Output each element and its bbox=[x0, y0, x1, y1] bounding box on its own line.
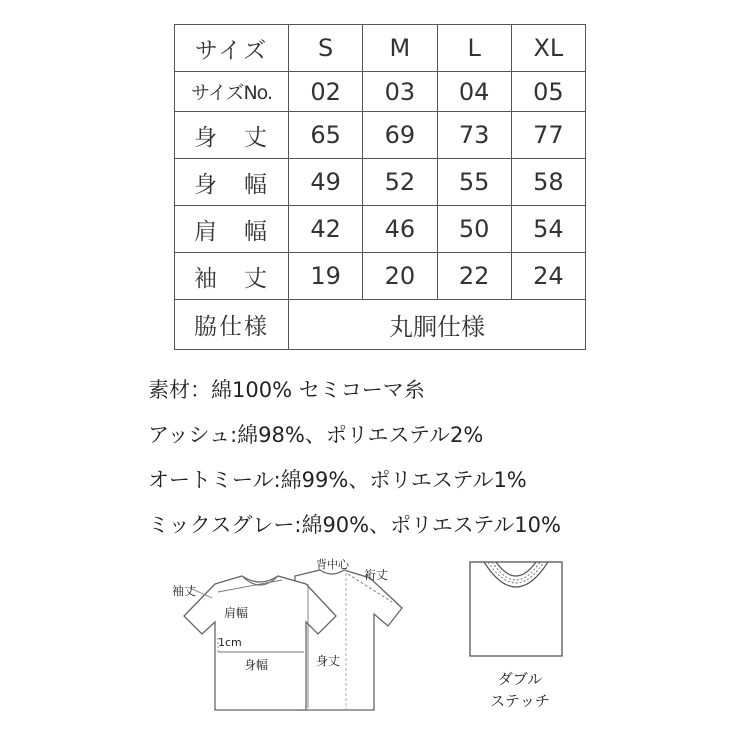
label-length: 身丈 bbox=[316, 654, 341, 668]
table-cell: 58 bbox=[511, 159, 585, 206]
table-cell: 65 bbox=[289, 112, 363, 159]
table-cell: 69 bbox=[363, 112, 437, 159]
table-row bbox=[175, 112, 586, 159]
table-cell: 19 bbox=[289, 253, 363, 300]
table-cell: 20 bbox=[363, 253, 437, 300]
row-label: 身 丈 bbox=[175, 112, 289, 159]
table-row bbox=[175, 72, 586, 112]
table-cell: 77 bbox=[511, 112, 585, 159]
stitch-label-line: ステッチ bbox=[490, 692, 550, 710]
table-cell: 52 bbox=[363, 159, 437, 206]
row-label: 脇仕様 bbox=[175, 300, 289, 350]
table-header-row bbox=[175, 25, 586, 72]
table-cell: 49 bbox=[289, 159, 363, 206]
note-line: アッシュ:綿98%、ポリエステル2% bbox=[148, 423, 484, 447]
table-cell: 73 bbox=[437, 112, 511, 159]
stitch-label-line: ダブル bbox=[497, 670, 543, 688]
row-label: 袖 丈 bbox=[175, 253, 289, 300]
header-cell: XL bbox=[511, 25, 585, 72]
size-table bbox=[174, 24, 586, 350]
label-1cm: 1cm bbox=[218, 636, 242, 649]
note-line: ミックスグレー:綿90%、ポリエステル10% bbox=[148, 513, 561, 537]
label-width: 身幅 bbox=[244, 658, 269, 672]
label-sleeve: 袖丈 bbox=[172, 584, 197, 598]
table-cell: 04 bbox=[437, 72, 511, 112]
header-cell: L bbox=[437, 25, 511, 72]
row-label: 身 幅 bbox=[175, 159, 289, 206]
table-cell: 42 bbox=[289, 206, 363, 253]
table-cell: 05 bbox=[511, 72, 585, 112]
double-stitch-diagram bbox=[468, 560, 564, 658]
table-row bbox=[175, 159, 586, 206]
table-row bbox=[175, 206, 586, 253]
table-row bbox=[175, 300, 586, 350]
header-cell: S bbox=[289, 25, 363, 72]
table-cell: 24 bbox=[511, 253, 585, 300]
table-cell: 丸胴仕様 bbox=[289, 300, 586, 350]
label-shoulder: 肩幅 bbox=[224, 606, 249, 620]
material-notes bbox=[148, 368, 561, 548]
label-back-center: 背中心 bbox=[316, 558, 349, 571]
note-line: オートミール:綿99%、ポリエステル1% bbox=[148, 468, 527, 492]
row-label: 肩 幅 bbox=[175, 206, 289, 253]
table-cell: 02 bbox=[289, 72, 363, 112]
table-row bbox=[175, 253, 586, 300]
stitch-label bbox=[470, 668, 570, 712]
row-label: サイズNo. bbox=[175, 72, 289, 112]
table-cell: 50 bbox=[437, 206, 511, 253]
table-cell: 54 bbox=[511, 206, 585, 253]
table-cell: 03 bbox=[363, 72, 437, 112]
header-cell: サイズ bbox=[175, 25, 289, 72]
table-cell: 22 bbox=[437, 253, 511, 300]
label-yuki: 裄丈 bbox=[364, 568, 389, 582]
table-cell: 46 bbox=[363, 206, 437, 253]
note-line: 素材：綿100% セミコーマ糸 bbox=[148, 378, 425, 402]
table-cell: 55 bbox=[437, 159, 511, 206]
header-cell: M bbox=[363, 25, 437, 72]
